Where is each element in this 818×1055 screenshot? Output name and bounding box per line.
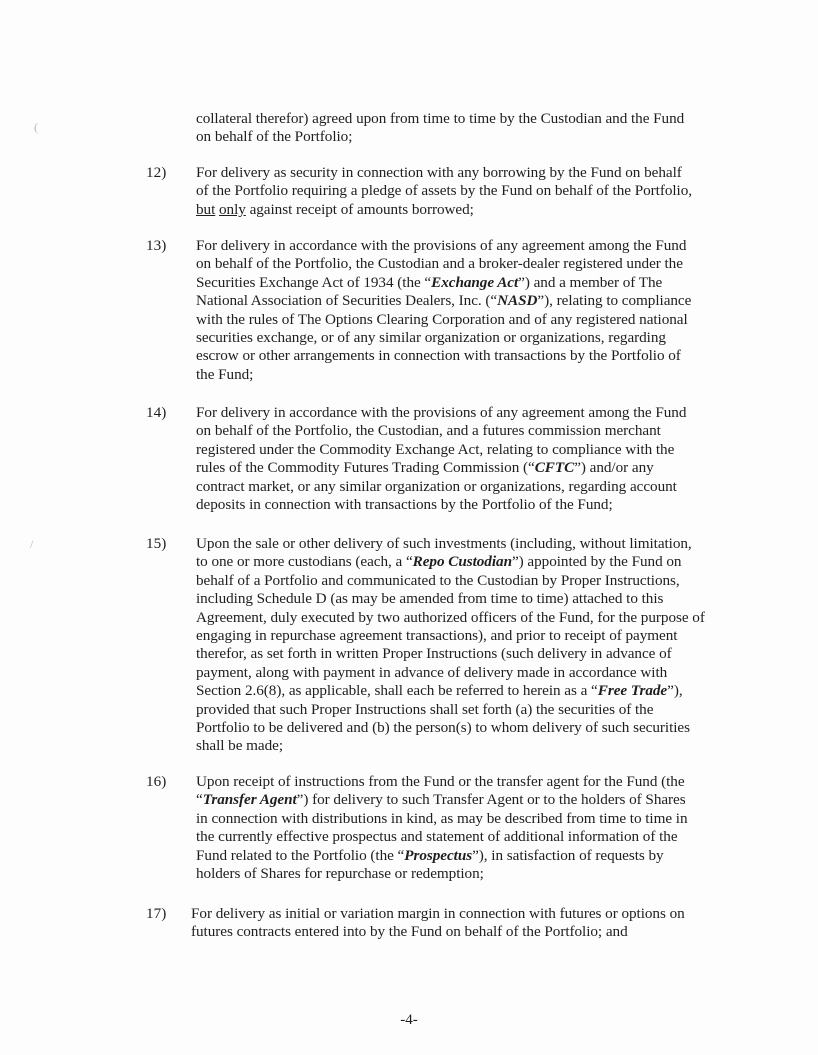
paragraph-text: ”) appointed by the Fund on behalf of a Portfolio and communicated to the Custodian by Proper Instructions, including Schedule D (as may be amended from time to time) attached to this Agreement, duly executed by two authorized officers of the Fund, for the purpose of engaging in repurchase agreement transactions), and prior to receipt of payment therefor, as set forth in written Proper Instructions (such delivery in advance of payment, along with payment in advance of delivery made in accordance with Section 2.6(8), as applicable, shall each be referred to herein as a “ [196, 553, 705, 700]
paragraph-text: Upon the sale or other delivery of such investments (including, without limitation, to one or more custodians (each, a “ [196, 535, 692, 571]
paragraph-number: 16) [146, 773, 167, 790]
paragraph-text: For delivery as security in connection with any borrowing by the Fund on behalf [196, 164, 682, 181]
paragraph-text: ”), provided that such Proper Instructions shall set forth (a) the securities of the Portfolio to be delivered and (b) the person(s) to whom delivery of such securities shall be made; [196, 682, 690, 755]
paragraph-number: 13) [146, 237, 167, 254]
paragraph-text: ”), in satisfaction of requests by holders of Shares for repurchase or redemption; [196, 846, 664, 883]
paragraph-14 [196, 404, 756, 514]
paragraph-text: ”) and/or any contract market, or any similar organization or organizations, regarding account deposits in connection with transactions by the Portfolio of the Fund; [196, 459, 677, 514]
paragraph-text: For delivery in accordance with the provisions of any agreement among the Fund on behalf of the Portfolio, the Custodian, and a futures commission merchant registered under the Commodity Exchange Act, relating to compliance with the rules of the Commodity Futures Trading Commission (“ [196, 404, 687, 477]
underlined-text: but [196, 200, 216, 218]
paragraph-16 [196, 773, 756, 883]
scan-mark: / [30, 537, 34, 551]
scan-mark: ( [34, 120, 38, 134]
paragraph-15 [196, 535, 756, 756]
defined-term: CFTC [534, 459, 575, 477]
defined-term: NASD [497, 292, 538, 310]
defined-term: Repo Custodian [412, 553, 512, 571]
paragraph-13 [196, 237, 756, 384]
paragraph-text: against receipt of amounts borrowed; [245, 200, 474, 218]
paragraph-text: For delivery in accordance with the provisions of any agreement among the Fund on behalf of the Portfolio, the Custodian and a broker-dealer registered under the Securities Exchange Act of 1934 (the “ [196, 237, 687, 291]
paragraph-text: of the Portfolio requiring a pledge of assets by the Fund on behalf of the Portfolio, [196, 182, 692, 200]
paragraph-12 [196, 164, 756, 219]
paragraph-number: 12) [146, 164, 167, 181]
defined-term: Prospectus [404, 846, 473, 864]
defined-term: Transfer Agent [202, 791, 297, 809]
paragraph-number: 15) [146, 535, 167, 552]
page-number: -4- [400, 1012, 418, 1028]
paragraph-text: ”) for delivery to such Transfer Agent or to the holders of Shares in connection with distributions in kind, as may be described from time to time in the currently effective prospectus and statement of additional information of the Fund related to the Portfolio (the “ [196, 791, 688, 864]
defined-term: Exchange Act [431, 273, 519, 291]
paragraph-number: 14) [146, 404, 167, 421]
paragraph-continuation: collateral therefor) agreed upon from time to time by the Custodian and the Fund on behalf of the Portfolio; [196, 110, 685, 146]
paragraph-text: ”) and a member of The National Association of Securities Dealers, Inc. (“ [196, 273, 663, 310]
paragraph-text: Upon receipt of instructions from the Fund or the transfer agent for the Fund (the “ [196, 773, 685, 809]
paragraph-17: For delivery as initial or variation margin in connection with futures or options on futures contracts entered into by the Fund on behalf of the Portfolio; and [191, 905, 685, 941]
defined-term: Free Trade [597, 682, 668, 700]
paragraph-text: ”), relating to compliance with the rules of The Options Clearing Corporation and of any registered national securities exchange, or of any similar organization or organizations, regarding escrow or other arrangements in connection with transactions by the Portfolio of the Fund; [196, 292, 692, 383]
underlined-text: only [219, 200, 246, 218]
paragraph-number: 17) [146, 905, 167, 922]
